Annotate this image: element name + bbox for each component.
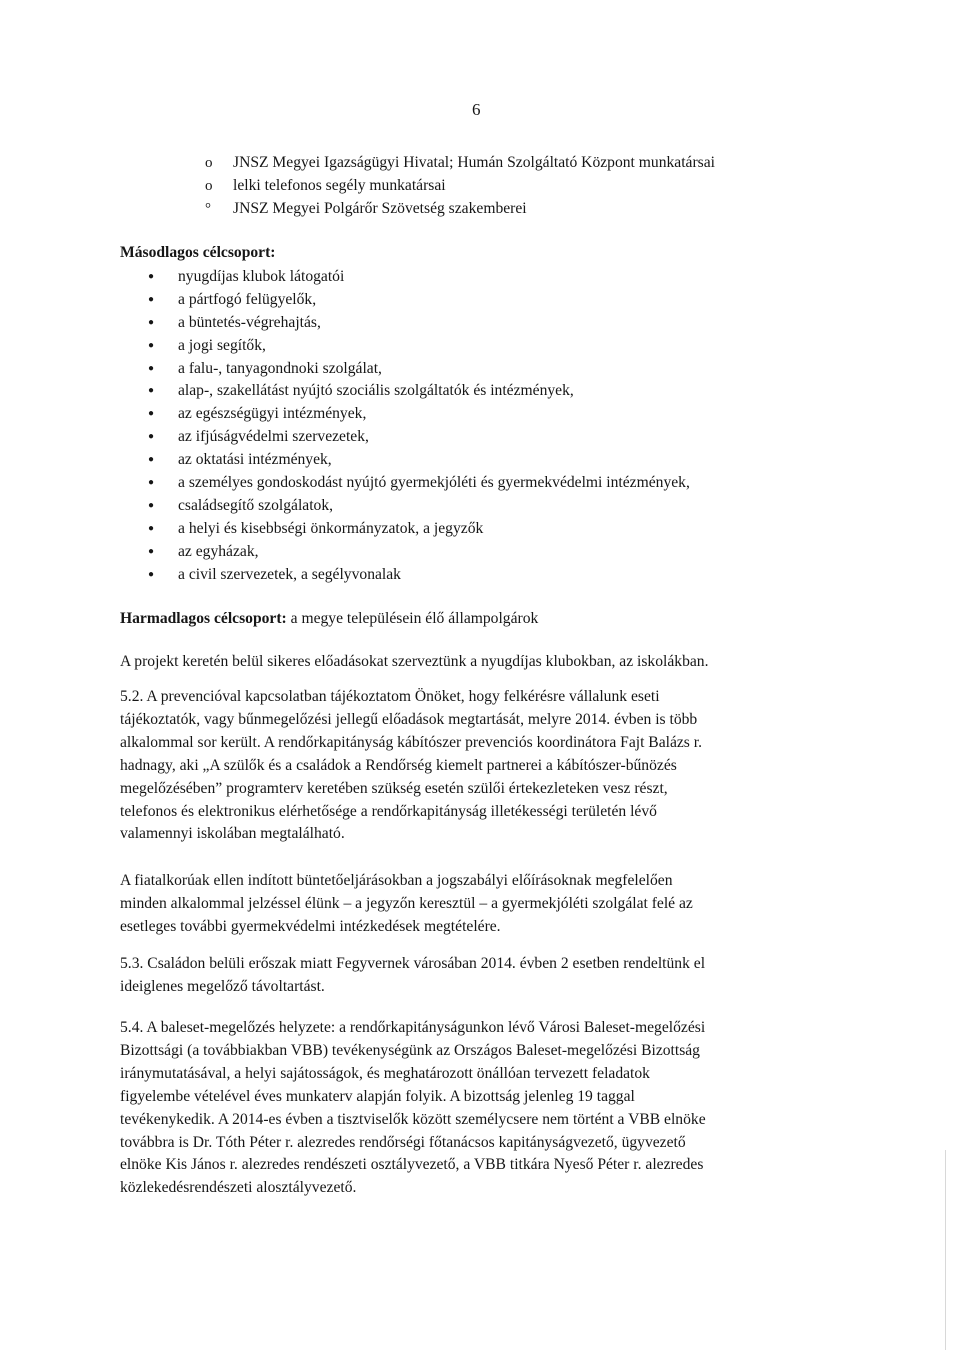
list-item: ● az ifjúságvédelmi szervezetek, <box>148 426 860 449</box>
section-5-4-paragraph <box>120 1017 832 1200</box>
list-item: o lelki telefonos segély munkatársai <box>205 175 917 198</box>
bullet-icon: ● <box>148 408 155 420</box>
tertiary-target-heading: Harmadlagos célcsoport: <box>120 610 287 627</box>
text-line: hadnagy, aki „A szülők és a családok a Rendőrség kiemelt partnerei a kábítószer-bűnözés <box>120 756 677 774</box>
text-line: minden alkalommal jelzéssel élünk – a jegyzőn keresztül – a gyermekjóléti szolgálat felé az <box>120 894 693 912</box>
text-line: 5.4. A baleset-megelőzés helyzete: a rendőrkapitányságunkon lévő Városi Baleset-megelőzési <box>120 1019 706 1036</box>
juvenile-paragraph <box>120 870 832 939</box>
text-line: közlekedésrendészeti alosztályvezető. <box>120 1179 357 1197</box>
list-item: ● az oktatási intézmények, <box>148 449 860 472</box>
list-item: ● a pártfogó felügyelők, <box>148 289 860 312</box>
bullet-icon: ● <box>148 431 155 443</box>
list-item: ● a civil szervezetek, a segélyvonalak <box>148 564 860 587</box>
text-line: Bizottsági (a továbbiakban VBB) tevékenységünk az Országos Baleset-megelőzési Bizottság <box>120 1041 700 1059</box>
partner-list <box>205 152 917 221</box>
list-item: ● a jogi segítők, <box>148 335 860 358</box>
list-item: ● az egyházak, <box>148 541 860 564</box>
text-line: ideiglenes megelőző távoltartást. <box>120 977 325 995</box>
text-line: alkalommal sor került. A rendőrkapitányság kábítószer prevenciós koordinátora Fajt Balázs r. <box>120 733 703 751</box>
text-line: telefonos és elektronikus elérhetősége a rendőrkapitányság illetékességi területén lévő <box>120 802 657 820</box>
list-item: ● nyugdíjas klubok látogatói <box>148 266 860 289</box>
text-line: 5.3. Családon belüli erőszak miatt Fegyvernek városában 2014. évben 2 esetben rendeltünk el <box>120 955 706 972</box>
list-item: ● a személyes gondoskodást nyújtó gyermekjóléti és gyermekvédelmi intézmények, <box>148 472 860 495</box>
list-item: ° JNSZ Megyei Polgárőr Szövetség szakemberei <box>205 198 917 221</box>
bullet-icon: ● <box>148 568 155 580</box>
text-line: esetleges további gyermekvédelmi intézkedések megtételére. <box>120 917 501 935</box>
section-5-3-paragraph <box>120 953 832 999</box>
text-line: tájékoztatók, vagy bűnmegelőzési jellegű előadások megtartását, melyre 2014. évben is több <box>120 710 698 728</box>
text-line: elnöke Kis János r. alezredes rendészeti osztályvezető, a VBB titkára Nyeső Péter r. alezredes <box>120 1156 704 1174</box>
tertiary-target <box>120 610 538 628</box>
bullet-icon: ● <box>148 454 155 466</box>
list-item: ● családsegítő szolgálatok, <box>148 495 860 518</box>
text-line: megelőzésében” programterv keretében szükség esetén szülői értekezleteken vesz részt, <box>120 779 668 797</box>
bullet-icon: ● <box>148 316 155 328</box>
list-item: ● a büntetés-végrehajtás, <box>148 312 860 335</box>
projekt-paragraph: A projekt keretén belül sikeres előadásokat szerveztünk a nyugdíjas klubokban, az iskolákban. <box>120 653 709 670</box>
scan-edge-line <box>945 1150 946 1350</box>
bullet-icon: ● <box>148 385 155 397</box>
list-item: ● az egészségügyi intézmények, <box>148 403 860 426</box>
secondary-target-list <box>148 266 860 586</box>
bullet-icon: ● <box>148 362 155 374</box>
page-number: 6 <box>472 100 481 119</box>
text-line: valamennyi iskolában megtalálható. <box>120 825 345 843</box>
secondary-target-heading: Másodlagos célcsoport: <box>120 244 276 261</box>
bullet-icon: ● <box>148 522 155 534</box>
circle-bullet-icon: ° <box>205 200 211 217</box>
circle-bullet-icon: o <box>205 177 213 194</box>
bullet-icon: ● <box>148 545 155 557</box>
bullet-icon: ● <box>148 271 155 282</box>
text-line: figyelembe vételével éves munkaterv alapján folyik. A bizottság jelenleg 19 taggal <box>120 1087 635 1105</box>
text-line: tevékenykedik. A 2014-es évben a tisztviselők között személycsere nem történt a VBB elnöke <box>120 1110 706 1128</box>
list-item: o JNSZ Megyei Igazságügyi Hivatal; Humán Szolgáltató Központ munkatársai <box>205 152 917 175</box>
bullet-icon: ● <box>148 477 155 489</box>
bullet-icon: ● <box>148 499 155 511</box>
circle-bullet-icon: o <box>205 155 213 171</box>
list-item: ● alap-, szakellátást nyújtó szociális szolgáltatók és intézmények, <box>148 380 860 403</box>
section-5-2-paragraph <box>120 686 832 846</box>
list-item: ● a falu-, tanyagondnoki szolgálat, <box>148 358 860 381</box>
text-line: iránymutatásával, a helyi sajátosságok, és meghatározott önállóan tervezett feladatok <box>120 1064 650 1082</box>
bullet-icon: ● <box>148 339 155 351</box>
tertiary-target-text: a megye településein élő állampolgárok <box>286 610 539 627</box>
list-item: ● a helyi és kisebbségi önkormányzatok, a jegyzők <box>148 518 860 541</box>
bullet-icon: ● <box>148 293 155 305</box>
text-line: 5.2. A prevencióval kapcsolatban tájékoztatom Önöket, hogy felkérésre vállalunk eseti <box>120 688 660 705</box>
text-line: továbbra is Dr. Tóth Péter r. alezredes rendőrségi főtanácsos kapitányságvezető, ügyvezető <box>120 1133 686 1151</box>
text-line: A fiatalkorúak ellen indított büntetőeljárásokban a jogszabályi előírásoknak megfelelően <box>120 872 673 889</box>
